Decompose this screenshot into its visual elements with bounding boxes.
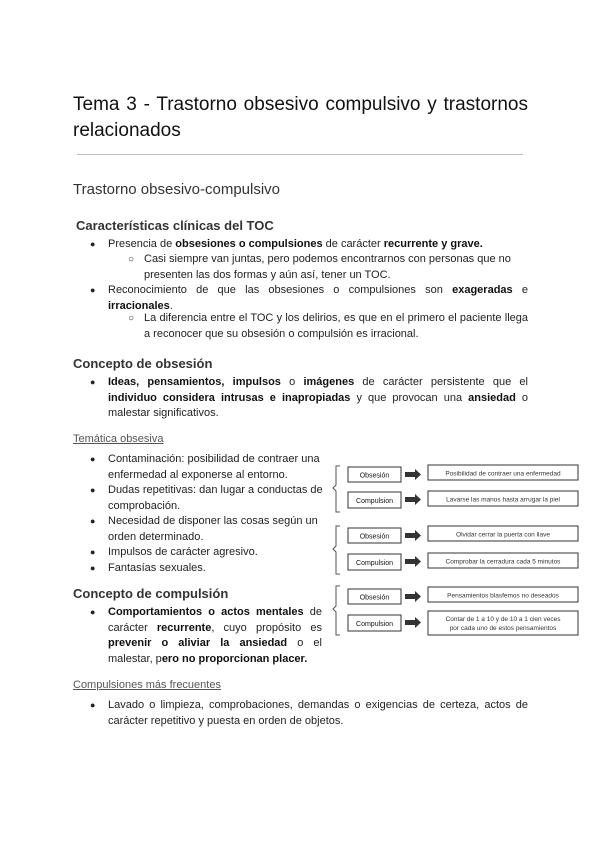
- list-item: ● Impulsos de carácter agresivo.: [108, 545, 326, 561]
- tematica-list: [90, 452, 326, 576]
- arrow-right-icon: [405, 469, 421, 480]
- list-item: ● Contaminación: posibilidad de contraer una enfermedad al exponerse al entorno.: [90, 453, 320, 481]
- compulsion-text-line-1: Contar de 1 a 10 y de 10 a 1 cien veces: [445, 616, 561, 623]
- bullet-dot-icon: ●: [90, 607, 96, 617]
- frecuentes-heading: Compulsiones más frecuentes: [73, 679, 221, 691]
- arrow-right-icon: [405, 617, 421, 628]
- obsession-compulsion-diagram: [332, 458, 586, 646]
- list-item: ● Fantasías sexuales.: [108, 561, 326, 577]
- bullet-dot-icon: ●: [90, 516, 96, 526]
- caracteristicas-sub-1: ○ Casi siempre van juntas, pero podemos encontrarnos con personas que no presenten las dos formas y aún así, tener un TOC.: [128, 253, 511, 281]
- group-brace: [333, 526, 340, 574]
- page-title: Tema 3 - Trastorno obsesivo compulsivo y trastornos relacionados: [73, 94, 528, 141]
- caracteristicas-bullet-2: ● Reconocimiento de que las obsesiones o compulsiones son exageradas e irracionales.: [90, 284, 529, 312]
- arrow-right-icon: [405, 556, 421, 567]
- obsession-label: Obsesión: [359, 472, 390, 480]
- arrow-right-icon: [405, 591, 421, 602]
- title-divider: [77, 154, 523, 155]
- list-item: ● Dudas repetitivas: dan lugar a conductas de comprobación.: [90, 484, 323, 512]
- group-brace: [333, 466, 340, 512]
- arrow-right-icon: [405, 530, 421, 541]
- obsesion-bullet: ● Ideas, pensamientos, impulsos o imágenes de carácter persistente que el individuo considera intrusas e inapropiadas y que provocan una ansiedad o malestar significativos.: [90, 376, 528, 419]
- compulsion-text: Comprobar la cerradura cada 5 minutos: [445, 558, 561, 566]
- compulsion-label: Compulsion: [356, 498, 393, 505]
- obsession-text: Posibilidad de contraer una enfermedad: [445, 470, 561, 478]
- bullet-dot-icon: ●: [90, 454, 96, 464]
- frecuentes-bullet: ● Lavado o limpieza, comprobaciones, demandas o exigencias de certeza, actos de carácter repetitivo y puesta en orden de objetos.: [90, 699, 528, 727]
- compulsion-label: Compulsion: [356, 560, 393, 567]
- compulsion-label: Compulsion: [356, 621, 393, 628]
- compulsion-text-line-2: por cada uno de estos pensamientos: [449, 625, 557, 632]
- bullet-dot-icon: ●: [90, 700, 96, 710]
- section-heading: Trastorno obsesivo-compulsivo: [73, 181, 281, 198]
- bullet-circle-icon: ○: [128, 313, 135, 324]
- caracteristicas-sub-2: ○ La diferencia entre el TOC y los delirios, es que en el primero el paciente llega a reconocer que su obsesión o compulsión es irracional.: [128, 312, 528, 340]
- bullet-dot-icon: ●: [90, 547, 96, 557]
- obsession-label: Obsesión: [359, 533, 390, 541]
- obsesion-heading: Concepto de obsesión: [73, 356, 213, 371]
- list-item: ● Necesidad de disponer las cosas según un orden determinado.: [90, 515, 318, 543]
- obsession-text: Pensamientos blasfemos no deseados: [447, 592, 559, 600]
- compulsion-heading: Concepto de compulsión: [73, 586, 229, 601]
- group-brace: [333, 586, 340, 635]
- compulsion-text: Lavarse las manos hasta arrugar la piel: [446, 496, 560, 504]
- bullet-circle-icon: ○: [128, 254, 135, 265]
- tematica-heading: Temática obsesiva: [73, 433, 164, 445]
- bullet-dot-icon: ●: [90, 562, 96, 573]
- arrow-right-icon: [405, 494, 421, 505]
- bullet-dot-icon: ●: [90, 239, 96, 249]
- bullet-dot-icon: ●: [90, 285, 96, 295]
- caracteristicas-bullet-1: ● Presencia de obsesiones o compulsiones de carácter recurrente y grave.: [108, 237, 528, 253]
- obsession-text: Olvidar cerrar la puerta con llave: [456, 531, 550, 539]
- compulsion-bullet: ● Comportamientos o actos mentales de carácter recurrente, cuyo propósito es prevenir o aliviar la ansiedad o el malestar, pero no proporcionan placer.: [90, 606, 322, 665]
- obsession-label: Obsesión: [359, 594, 390, 602]
- bullet-dot-icon: ●: [90, 377, 96, 387]
- bullet-dot-icon: ●: [90, 485, 96, 495]
- caracteristicas-heading: Características clínicas del TOC: [76, 218, 274, 233]
